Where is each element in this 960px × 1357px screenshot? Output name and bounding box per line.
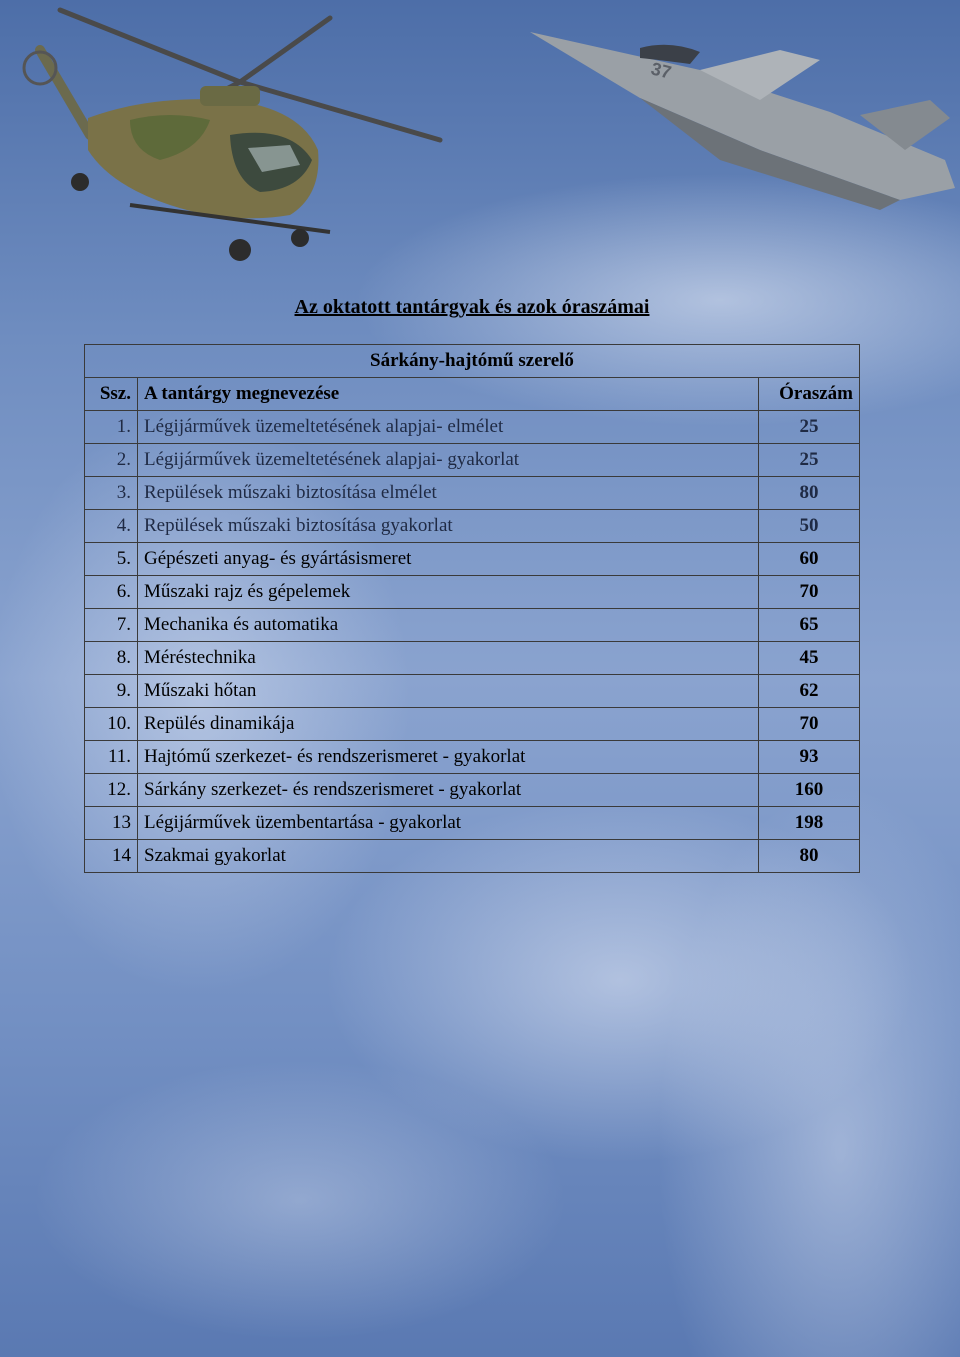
table-row xyxy=(85,741,860,774)
row-hours: 45 xyxy=(759,642,860,675)
row-hours: 70 xyxy=(759,576,860,609)
table-row xyxy=(85,642,860,675)
row-subject: Sárkány szerkezet- és rendszerismeret - gyakorlat xyxy=(138,774,759,807)
table-row xyxy=(85,477,860,510)
row-number: 2. xyxy=(85,444,138,477)
row-subject: Légijárművek üzemeltetésének alapjai- elmélet xyxy=(138,411,759,444)
table-row xyxy=(85,708,860,741)
row-number: 5. xyxy=(85,543,138,576)
row-hours: 60 xyxy=(759,543,860,576)
row-number: 12. xyxy=(85,774,138,807)
row-hours: 50 xyxy=(759,510,860,543)
table-caption: Sárkány-hajtómű szerelő xyxy=(85,345,860,378)
row-subject: Légijárművek üzembentartása - gyakorlat xyxy=(138,807,759,840)
header-subject: A tantárgy megnevezése xyxy=(138,378,759,411)
row-subject: Repülések műszaki biztosítása elmélet xyxy=(138,477,759,510)
row-number: 8. xyxy=(85,642,138,675)
row-hours: 70 xyxy=(759,708,860,741)
row-hours: 93 xyxy=(759,741,860,774)
row-subject: Műszaki hőtan xyxy=(138,675,759,708)
row-hours: 198 xyxy=(759,807,860,840)
table-row xyxy=(85,609,860,642)
document-title: Az oktatott tantárgyak és azok óraszámai xyxy=(294,296,650,318)
subjects-table xyxy=(84,344,860,873)
table-caption-row xyxy=(85,345,860,378)
header-hours: Óraszám xyxy=(759,378,860,411)
table-header-row xyxy=(85,378,860,411)
row-number: 3. xyxy=(85,477,138,510)
row-hours: 25 xyxy=(759,444,860,477)
row-hours: 25 xyxy=(759,411,860,444)
row-hours: 80 xyxy=(759,840,860,873)
table-row xyxy=(85,543,860,576)
row-number: 10. xyxy=(85,708,138,741)
row-number: 11. xyxy=(85,741,138,774)
row-number: 14 xyxy=(85,840,138,873)
table-row xyxy=(85,444,860,477)
table-row xyxy=(85,807,860,840)
row-subject: Szakmai gyakorlat xyxy=(138,840,759,873)
row-hours: 80 xyxy=(759,477,860,510)
row-number: 9. xyxy=(85,675,138,708)
row-subject: Hajtómű szerkezet- és rendszerismeret - gyakorlat xyxy=(138,741,759,774)
table-row xyxy=(85,510,860,543)
row-number: 1. xyxy=(85,411,138,444)
row-subject: Repülés dinamikája xyxy=(138,708,759,741)
row-hours: 160 xyxy=(759,774,860,807)
header-number: Ssz. xyxy=(85,378,138,411)
row-number: 4. xyxy=(85,510,138,543)
table-row xyxy=(85,411,860,444)
row-subject: Méréstechnika xyxy=(138,642,759,675)
table-row xyxy=(85,774,860,807)
row-subject: Légijárművek üzemeltetésének alapjai- gyakorlat xyxy=(138,444,759,477)
fighter-jet-image xyxy=(530,32,955,210)
row-subject: Mechanika és automatika xyxy=(138,609,759,642)
row-hours: 62 xyxy=(759,675,860,708)
row-number: 13 xyxy=(85,807,138,840)
row-hours: 65 xyxy=(759,609,860,642)
table-row xyxy=(85,576,860,609)
row-subject: Gépészeti anyag- és gyártásismeret xyxy=(138,543,759,576)
header-illustration xyxy=(0,0,960,280)
table-row xyxy=(85,675,860,708)
row-number: 6. xyxy=(85,576,138,609)
row-subject: Műszaki rajz és gépelemek xyxy=(138,576,759,609)
row-subject: Repülések műszaki biztosítása gyakorlat xyxy=(138,510,759,543)
table-row xyxy=(85,840,860,873)
row-number: 7. xyxy=(85,609,138,642)
jet-marking: 37 xyxy=(649,58,674,83)
helicopter-image xyxy=(24,10,440,261)
